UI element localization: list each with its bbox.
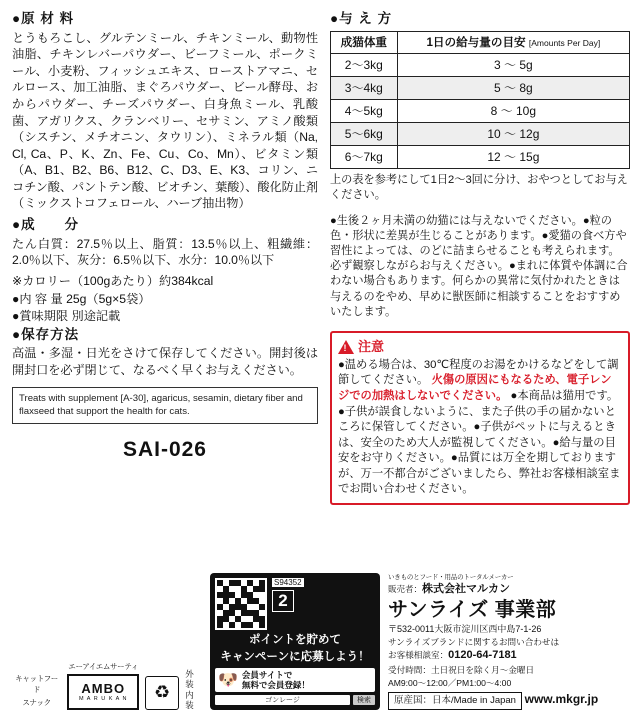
search-button[interactable]: 検索 xyxy=(353,695,375,705)
dog-icon: 🐶 xyxy=(218,671,238,689)
search-row[interactable] xyxy=(215,695,375,705)
storage-heading: ●保存方法 xyxy=(12,326,80,342)
product-code: SAI-026 xyxy=(122,438,207,462)
storage-text: 高温・多湿・日光をさけて保存してください。開封後は開封口を必ず閉じて、なるべく早くお与えください。 xyxy=(12,346,318,378)
made-in-badge: 原産国：日本/Made in Japan xyxy=(388,692,522,710)
campaign-point-line2: キャンペーンに応募しよう！ xyxy=(220,651,370,664)
cell-amount: 12 〜 15g xyxy=(397,145,629,168)
two-column-layout xyxy=(12,10,630,505)
cell-amount: 10 〜 12g xyxy=(397,122,629,145)
ambo-logo xyxy=(12,673,61,710)
ingredients-text: とうもろこし、グルテンミール、チキンミール、動物性油脂、チキンレバーパウダー、ビーフミール、ポークミール、小麦粉、フィッシュエキス、ローストアマニ、セルロース、加工油脂、まぐろパウダー、ビール酵母、おからパウダー、チーズパウダー、白身魚ミール、乳酸菌、アガリクス、クランベリー、セサミン、アミノ酸類（シスチン、メチオニン、タウリン）、ミネラル類（Na, Cl, Ca、P、K、Zn、Fe、Cu、Co、Mn）、ビタミン類（A、B1、B2、B6、B12、C、D3、E、K3、コリン、ニコチン酸、パントテン酸、ビオチン、葉酸）、酸化防止剤（ミックストコフェロール、ハーブ抽出物） xyxy=(12,30,318,211)
campaign-box[interactable] xyxy=(210,573,380,710)
logo-group xyxy=(12,661,202,710)
caution-rest: ●本商品は猫用です。●子供が誤食しないように、また子供の手の届かないところに保管してください。●子供がペットに与えるときは、安全のため大人が監視してください。●給与量の目安をお守りください。●品質には万全を期しておりますが、万一不都合がございましたら、弊社お客様相談室までお問い合わせください。 xyxy=(337,390,621,496)
column-header-amount: 1日の給与量の目安 [Amounts Per Day] xyxy=(397,31,629,53)
logo-row xyxy=(12,661,202,710)
feeding-table xyxy=(330,31,630,169)
maker-support-row xyxy=(388,648,630,664)
plastic-mark xyxy=(145,676,179,710)
cell-weight: 2〜3kg xyxy=(330,53,397,76)
outer-label: 外装 xyxy=(185,669,194,690)
cell-amount: 8 〜 10g xyxy=(397,99,629,122)
maker-address: 〒532-0011大阪市淀川区西中島7-1-26 xyxy=(388,623,542,634)
packaging-labels xyxy=(185,669,202,710)
ambo-mark xyxy=(67,661,139,710)
maker-hours1: 受付時間：土日祝日を除く月〜金曜日 xyxy=(388,665,535,676)
maker-block xyxy=(388,573,630,710)
cell-amount: 5 〜 8g xyxy=(397,76,629,99)
campaign-code-block xyxy=(272,578,304,612)
cell-weight: 3〜4kg xyxy=(330,76,397,99)
ambo-bottom-text: M A R U K A N xyxy=(79,695,128,702)
maker-tel: 0120-64-7181 xyxy=(448,649,517,662)
ambo-box xyxy=(67,674,139,710)
netweight-value: 25g（5g×5袋） xyxy=(66,291,151,306)
qr-code-icon[interactable] xyxy=(215,578,267,630)
column-header-amount-en: [Amounts Per Day] xyxy=(528,38,601,49)
caution-title: 注意 xyxy=(357,338,384,354)
campaign-top xyxy=(215,578,375,630)
catfood-caption: キャットフード xyxy=(15,674,58,694)
cell-weight: 4〜5kg xyxy=(330,99,397,122)
caution-box xyxy=(330,331,630,505)
maker-hours2: AM9:00〜12:00／PM1:00〜4:00 xyxy=(388,677,512,688)
netweight-heading: ●内 容 量 xyxy=(12,291,63,306)
caution-heading xyxy=(338,338,622,356)
netweight-row xyxy=(12,291,318,309)
column-header-weight: 成猫体重 xyxy=(330,31,397,53)
table-header-row xyxy=(330,31,629,53)
composition-text: たん白質：27.5％以上、脂質：13.5％以上、粗繊維：2.0％以下、灰分：6.5％以下、水分：10.0％以下 xyxy=(12,236,318,268)
caution-line-red: 火傷の原因にもなるため、電子レンジでの加熱はしないでください。 xyxy=(337,374,612,402)
maker-support-label: お客様相談室： xyxy=(388,650,449,661)
member-register-banner[interactable] xyxy=(215,668,375,692)
composition-heading: ●成 分 xyxy=(12,217,80,233)
cell-weight: 6〜7kg xyxy=(330,145,397,168)
pla-box xyxy=(145,676,179,710)
feeding-bullets: ●生後２ヶ月未満の幼猫には与えないでください。●粒の色・形状に差異が生じることがあります。●愛猫の食べ方や習性によっては、のどに詰まらせることも考えられます。必ず観察しながらお与えください。●まれに体質や体調に合わない場合もあります。何らかの異常に気付かれたときは与えるのをやめ、早めに獣医師に相談することをおすすめいたします。 xyxy=(329,214,628,318)
english-description-box: Treats with supplement [A-30], agaricus, sesamin, dietary fiber and flaxseed that support the health for cats. xyxy=(12,387,318,425)
inner-label: 内装 xyxy=(185,689,194,710)
caution-line1: ●温める場合は、30℃程度のお湯をかけるなどをして調節してください。 xyxy=(337,358,619,387)
table-row xyxy=(330,76,629,99)
search-input[interactable]: ゴンレージ xyxy=(215,695,350,705)
campaign-point-line1: ポイントを貯めて xyxy=(249,633,341,646)
ingredients-heading: ●原 材 料 xyxy=(12,11,75,26)
member-register-text: 会員サイトで 無料で会員登録！ xyxy=(241,669,310,690)
recycle-icon: ♻ xyxy=(154,682,171,703)
bestbefore-row xyxy=(12,308,318,326)
cell-amount: 3 〜 5g xyxy=(397,53,629,76)
bestbefore-value: 別途記載 xyxy=(71,309,121,324)
cell-weight: 5〜6kg xyxy=(330,122,397,145)
warning-triangle-icon xyxy=(338,340,354,354)
maker-tagline: いきものとフード・用品のトータルメーカー xyxy=(388,573,514,581)
right-column xyxy=(330,10,630,505)
table-row xyxy=(330,145,629,168)
maker-bottom-row xyxy=(388,689,630,710)
bestbefore-heading: ●賞味期限 xyxy=(12,309,69,324)
table-row xyxy=(330,53,629,76)
maker-brand: サンライズ 事業部 xyxy=(388,598,557,621)
table-row xyxy=(330,99,629,122)
ambo-caption: エーアイエムサーティ xyxy=(68,662,139,671)
maker-company-row xyxy=(388,582,630,598)
table-row xyxy=(330,122,629,145)
ambo-top-text: AMBO xyxy=(81,680,126,696)
campaign-code: S94352 xyxy=(274,577,302,587)
calorie-text: ※カロリー（100gあたり）約384kcal xyxy=(12,273,214,288)
feeding-note: 上の表を参考にして1日2〜3回に分け、おやつとしてお与えください。 xyxy=(329,173,628,201)
feeding-heading: ●与 え 方 xyxy=(329,11,393,26)
maker-inquiry-label: サンライズブランドに関するお問い合わせは xyxy=(388,636,560,647)
left-column xyxy=(12,10,318,505)
maker-url[interactable]: www.mkgr.jp xyxy=(524,692,599,707)
campaign-number: 2 xyxy=(272,590,294,612)
maker-label: 販売者： xyxy=(388,583,423,594)
snack-caption: スナック xyxy=(22,698,51,707)
maker-company: 株式会社マルカン xyxy=(422,582,511,595)
footer-strip xyxy=(12,573,630,710)
